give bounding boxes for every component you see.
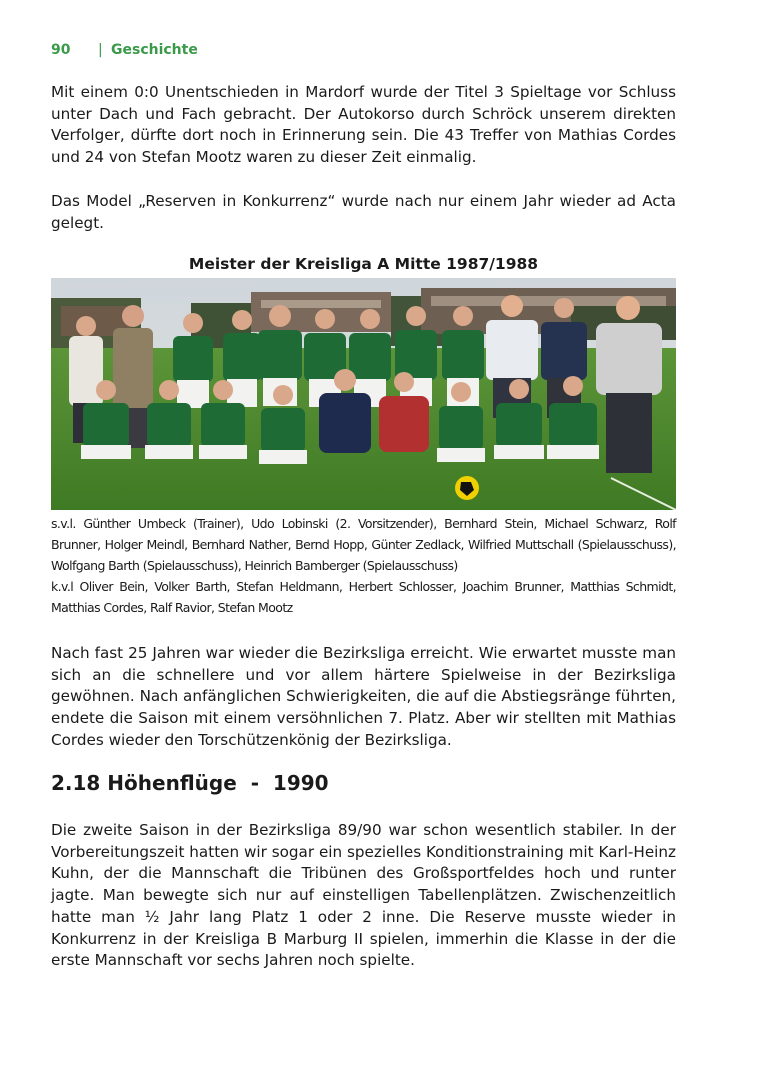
caption-back-row: s.v.l. Günther Umbeck (Trainer), Udo Lobinski (2. Vorsitzender), Bernhard Stein, Michael Schwarz, Rolf Brunner, Holger Meindl, Bernhard Nather, Bernd Hopp, Günter Zedlack, Wilfried Muttschall (Spielausschuss), Wolfgang Barth (Spielausschuss), Heinrich Bamberger (Spielausschuss): [51, 516, 676, 573]
paragraph-bezirksliga: Nach fast 25 Jahren war wieder die Bezirksliga erreicht. Wie erwartet musste man sich an die schnellere und vor allem härtere Spielweise in der Bezirksliga gewöhnen. Nach anfänglichen Schwierigkeiten, die auf die Abstiegsränge führten, endete die Saison mit einem versöhnlichen 7. Platz. Aber wir stellten mit Mathias Cordes wieder den Torschützenkönig der Bezirksliga.: [51, 644, 676, 749]
header-section-title: Geschichte: [111, 42, 198, 58]
section-heading: 2.18 Höhenflüge - 1990: [51, 771, 329, 795]
paragraph-title-win: Mit einem 0:0 Unentschieden in Mardorf wurde der Titel 3 Spieltage vor Schluss unter Dach und Fach gebracht. Der Autokorso durch Schröck unserem direkten Verfolger, dürfte dort noch in Erinnerung sein. Die 43 Treffer von Mathias Cordes und 24 von Stefan Mootz waren zu dieser Zeit einmalig.: [51, 83, 676, 167]
paragraph-second-season: Die zweite Saison in der Bezirksliga 89/90 war schon wesentlich stabiler. In der Vorbereitungszeit hatten wir sogar ein spezielles Konditionstraining mit Karl-Heinz Kuhn, der die Mannschaft die Tribünen des Großsportfeldes hoch und runter jagte. Man bewegte sich nur auf einstelligen Tabellenplätzen. Zwischenzeitlich hatte man ½ Jahr lang Platz 1 oder 2 inne. Die Reserve musste wieder in Konkurrenz in der Kreisliga B Marburg II spielen, immerhin die Klasse in der die erste Mannschaft vor sechs Jahren noch spielte.: [51, 821, 676, 970]
figure-title: Meister der Kreisliga A Mitte 1987/1988: [188, 255, 539, 273]
team-photo: [51, 278, 676, 510]
paragraph-reserves: Das Model „Reserven in Konkurrenz“ wurde nach nur einem Jahr wieder ad Acta gelegt.: [51, 192, 676, 232]
header-separator: |: [98, 42, 103, 58]
figure-caption: [51, 513, 676, 618]
page-number: 90: [51, 42, 71, 58]
caption-front-row: k.v.l Oliver Bein, Volker Barth, Stefan Heldmann, Herbert Schlosser, Joachim Brunner, Matthias Schmidt, Matthias Cordes, Ralf Ravior, Stefan Mootz: [51, 579, 676, 615]
